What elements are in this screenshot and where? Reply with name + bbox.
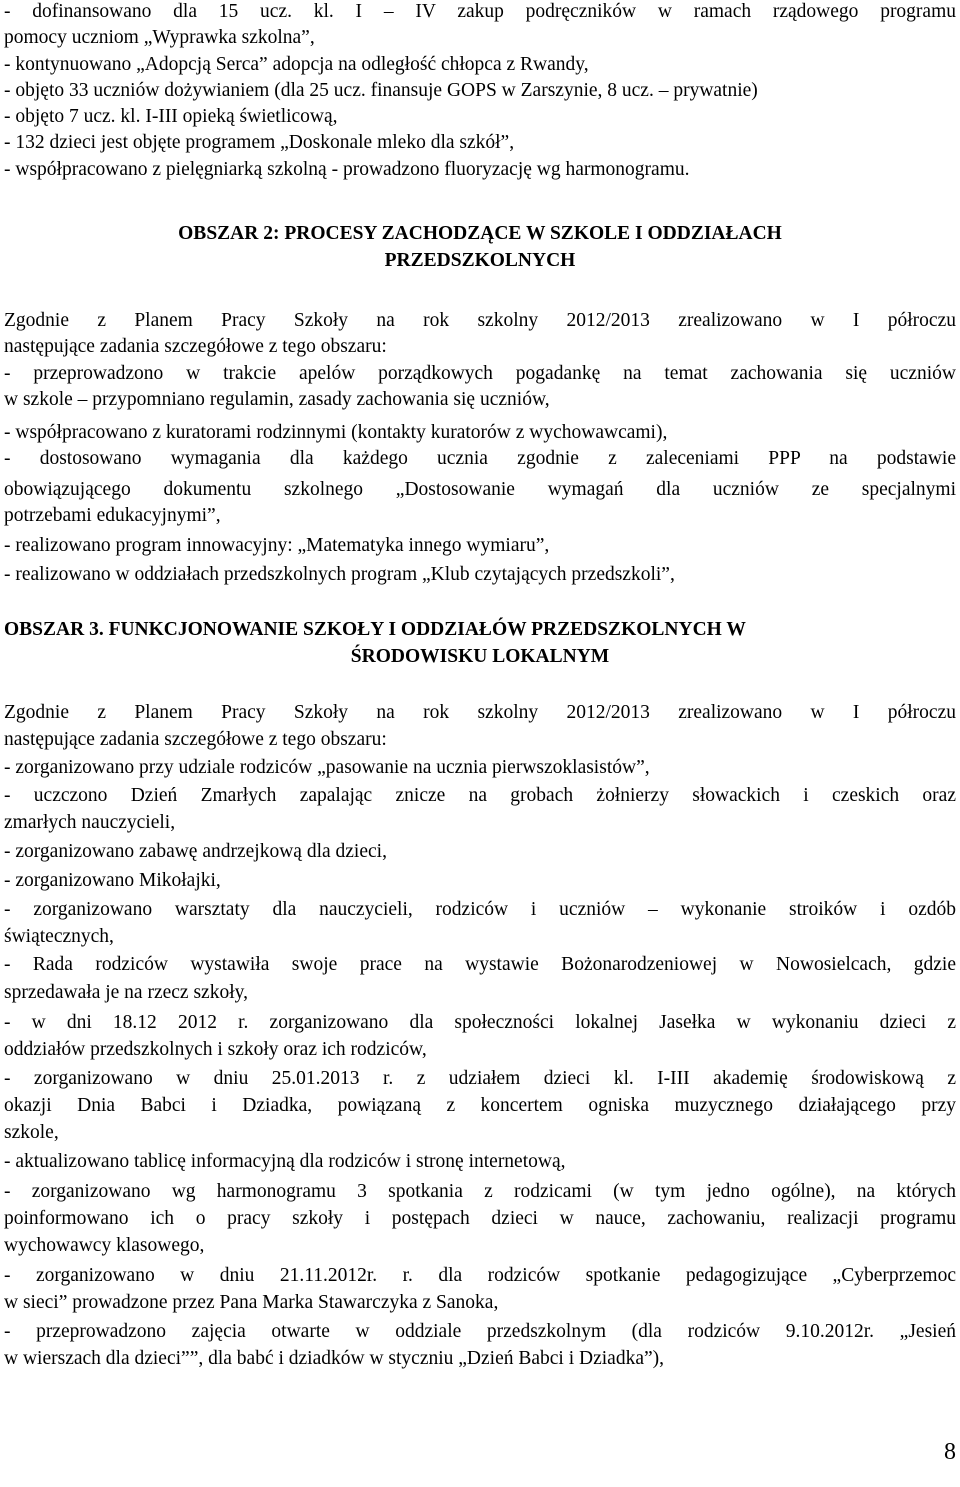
text-line: - dostosowano wymagania dla każdego ucznia zgodnie z zaleceniami PPP na podstawie: [4, 448, 956, 469]
text-line: obowiązującego dokumentu szkolnego „Dostosowanie wymagań dla uczniów ze specjalnymi: [4, 479, 956, 500]
section-2-heading: OBSZAR 2: PROCESY ZACHODZĄCE W SZKOLE I ODDZIAŁACH: [178, 223, 782, 244]
text-line: świątecznych,: [4, 926, 114, 947]
text-line: - uczczono Dzień Zmarłych zapalając znicze na grobach żołnierzy słowackich i czeskich oraz: [4, 785, 956, 806]
text-line: wychowawcy klasowego,: [4, 1235, 205, 1256]
text-line: - Rada rodziców wystawiła swoje prace na wystawie Bożonarodzeniowej w Nowosielcach, gdzie: [4, 954, 956, 975]
text-line: - współpracowano z kuratorami rodzinnymi (kontakty kuratorów z wychowawcami),: [4, 422, 668, 443]
text-line: - kontynuowano „Adopcją Serca” adopcja na odległość chłopca z Rwandy,: [4, 54, 589, 75]
text-line: potrzebami edukacyjnymi”,: [4, 505, 221, 526]
text-line: następujące zadania szczegółowe z tego obszaru:: [4, 729, 387, 750]
text-line: - dofinansowano dla 15 ucz. kl. I – IV zakup podręczników w ramach rządowego programu: [4, 1, 956, 22]
text-line: Zgodnie z Planem Pracy Szkoły na rok szkolny 2012/2013 zrealizowano w I półroczu: [4, 702, 956, 723]
text-line: - zorganizowano wg harmonogramu 3 spotkania z rodzicami (w tym jedno ogólne), na których: [4, 1181, 956, 1202]
text-line: - zorganizowano Mikołajki,: [4, 870, 221, 891]
text-line: - objęto 7 ucz. kl. I-III opieką świetlicową,: [4, 106, 338, 127]
text-line: - aktualizowano tablicę informacyjną dla rodziców i stronę internetową,: [4, 1151, 566, 1172]
text-line: okazji Dnia Babci i Dziadka, powiązaną z koncertem ogniska muzycznego działającego przy: [4, 1095, 956, 1116]
text-line: - 132 dzieci jest objęte programem „Doskonale mleko dla szkół”,: [4, 132, 515, 153]
section-2-heading: PRZEDSZKOLNYCH: [384, 250, 576, 271]
text-line: - współpracowano z pielęgniarką szkolną - prowadzono fluoryzację wg harmonogramu.: [4, 159, 690, 180]
text-line: w wierszach dla dzieci””, dla babć i dziadków w styczniu „Dzień Babci i Dziadka”),: [4, 1348, 665, 1369]
text-line: poinformowano ich o pracy szkoły i postępach dzieci w nauce, zachowaniu, realizacji programu: [4, 1208, 956, 1229]
text-line: - zorganizowano w dniu 21.11.2012r. r. dla rodziców spotkanie pedagogizujące „Cyberprzemoc: [4, 1265, 956, 1286]
text-line: - przeprowadzono w trakcie apelów porządkowych pogadankę na temat zachowania się uczniów: [4, 363, 956, 384]
page-number: 8: [944, 1439, 956, 1465]
text-line: szkole,: [4, 1122, 59, 1143]
text-line: Zgodnie z Planem Pracy Szkoły na rok szkolny 2012/2013 zrealizowano w I półroczu: [4, 310, 956, 331]
text-line: - objęto 33 uczniów dożywianiem (dla 25 ucz. finansuje GOPS w Zarszynie, 8 ucz. – prywatnie): [4, 80, 758, 101]
text-line: oddziałów przedszkolnych i szkoły oraz ich rodziców,: [4, 1039, 427, 1060]
text-line: - zorganizowano w dniu 25.01.2013 r. z udziałem dzieci kl. I-III akademię środowiskową z: [4, 1068, 956, 1089]
text-line: - przeprowadzono zajęcia otwarte w oddziale przedszkolnym (dla rodziców 9.10.2012r. „Jesień: [4, 1321, 956, 1342]
text-line: w sieci” prowadzone przez Pana Marka Stawarczyka z Sanoka,: [4, 1292, 499, 1313]
text-line: sprzedawała je na rzecz szkoły,: [4, 982, 248, 1003]
text-line: pomocy uczniom „Wyprawka szkolna”,: [4, 27, 315, 48]
text-line: - realizowano w oddziałach przedszkolnych program „Klub czytających przedszkoli”,: [4, 564, 675, 585]
text-line: zmarłych nauczycieli,: [4, 812, 176, 833]
text-line: - w dni 18.12 2012 r. zorganizowano dla społeczności lokalnej Jasełka w wykonaniu dzieci z: [4, 1012, 956, 1033]
section-3-heading: OBSZAR 3. FUNKCJONOWANIE SZKOŁY I ODDZIAŁÓW PRZEDSZKOLNYCH W: [4, 619, 746, 640]
text-line: w szkole – przypomniano regulamin, zasady zachowania się uczniów,: [4, 389, 550, 410]
text-line: - zorganizowano przy udziale rodziców „pasowanie na ucznia pierwszoklasistów”,: [4, 757, 650, 778]
text-line: - zorganizowano warsztaty dla nauczycieli, rodziców i uczniów – wykonanie stroików i ozdób: [4, 899, 956, 920]
text-line: następujące zadania szczegółowe z tego obszaru:: [4, 336, 387, 357]
section-3-heading: ŚRODOWISKU LOKALNYM: [350, 646, 610, 667]
text-line: - zorganizowano zabawę andrzejkową dla dzieci,: [4, 841, 387, 862]
text-line: - realizowano program innowacyjny: „Matematyka innego wymiaru”,: [4, 535, 550, 556]
